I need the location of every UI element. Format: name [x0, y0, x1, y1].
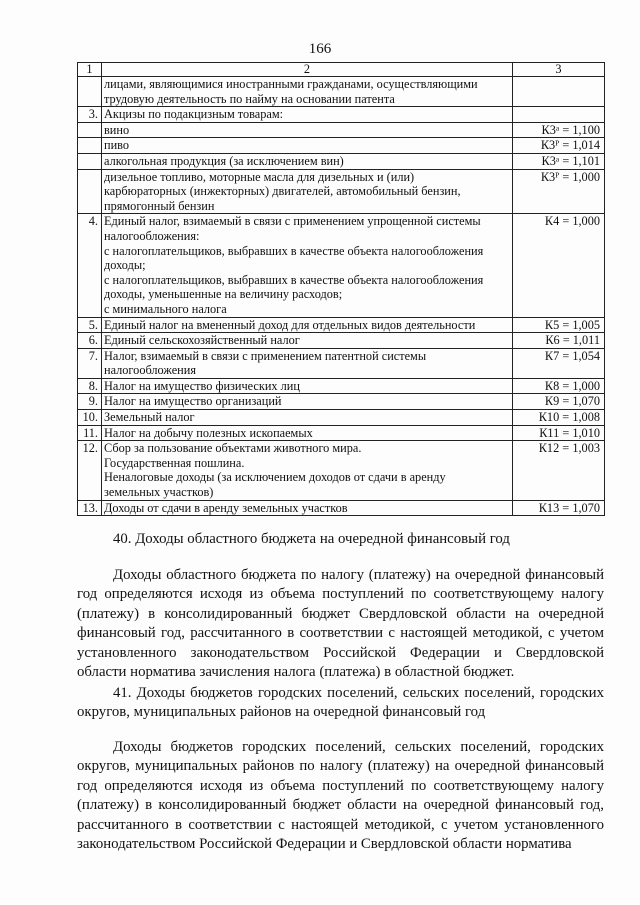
header-col-3: 3 [513, 63, 605, 77]
row-number [78, 77, 102, 107]
table-row [78, 441, 605, 500]
row-description-line: налогообложения [104, 363, 197, 378]
row-number: 13. [78, 500, 102, 516]
table-row [78, 348, 605, 378]
row-description-line: пиво [104, 138, 130, 153]
row-description [102, 169, 513, 214]
section-41-title: 41. Доходы бюджетов городских поселений, сельских поселений, городских округов, муниципальных районов на очередной финансовый год [77, 685, 604, 721]
table-body [78, 77, 605, 516]
page-number: 166 [308, 41, 332, 57]
row-coefficient: К3ᴾ = 1,000 [513, 169, 605, 214]
row-coefficient: К3ᵃ = 1,101 [513, 153, 605, 169]
row-number: 3. [78, 107, 102, 123]
row-number: 7. [78, 348, 102, 378]
row-coefficient [513, 107, 605, 123]
row-coefficient: К11 = 1,010 [513, 425, 605, 441]
header-col-1: 1 [78, 63, 102, 77]
row-description [102, 348, 513, 378]
row-description-line: вино [104, 122, 130, 137]
row-coefficient: К4 = 1,000 [513, 214, 605, 317]
row-description-line: прямогонный бензин [104, 198, 215, 213]
row-coefficient: К3ᴾ = 1,014 [513, 138, 605, 154]
row-coefficient: К6 = 1,011 [513, 333, 605, 349]
row-description-line: Налог на имущество физических лиц [104, 378, 300, 393]
table-row [78, 138, 605, 154]
table-header-row [78, 63, 605, 77]
row-description-line: доходы; [104, 258, 146, 273]
row-coefficient: К10 = 1,008 [513, 410, 605, 426]
table-row [78, 77, 605, 107]
row-coefficient: К12 = 1,003 [513, 441, 605, 500]
coefficients-table [77, 62, 605, 516]
row-description-line: Акцизы по подакцизным товарам: [104, 107, 284, 122]
table-row [78, 394, 605, 410]
row-number: 5. [78, 317, 102, 333]
row-coefficient: К7 = 1,054 [513, 348, 605, 378]
table-row [78, 500, 605, 516]
table-row [78, 378, 605, 394]
table-row [78, 317, 605, 333]
row-description [102, 107, 513, 123]
table-row [78, 333, 605, 349]
row-description [102, 333, 513, 349]
table-row [78, 122, 605, 138]
row-coefficient: К3ᵃ = 1,100 [513, 122, 605, 138]
row-description-line: карбюраторных (инжекторных) двигателей, автомобильный бензин, [104, 184, 461, 199]
row-description-line: трудовую деятельность по найму на основании патента [104, 91, 395, 106]
row-description [102, 138, 513, 154]
row-description-line: с налогоплательщиков, выбравших в качестве объекта налогообложения [104, 272, 484, 287]
row-number: 4. [78, 214, 102, 317]
row-coefficient: К8 = 1,000 [513, 378, 605, 394]
row-description-line: Единый налог, взимаемый в связи с применением упрощенной системы [104, 214, 481, 229]
row-description-line: Земельный налог [104, 410, 195, 425]
row-description [102, 122, 513, 138]
row-coefficient [513, 77, 605, 107]
table-row [78, 107, 605, 123]
row-description-line: Сбор за пользование объектами животного мира. [104, 441, 362, 456]
row-description [102, 153, 513, 169]
row-number: 11. [78, 425, 102, 441]
table-row [78, 214, 605, 317]
row-description-line: с минимального налога [104, 301, 227, 316]
row-number [78, 122, 102, 138]
section-40-title: 40. Доходы областного бюджета на очередной финансовый год [113, 531, 510, 547]
row-description-line: доходы, уменьшенные на величину расходов; [104, 287, 343, 302]
row-coefficient: К9 = 1,070 [513, 394, 605, 410]
header-col-2: 2 [102, 63, 513, 77]
table-row [78, 425, 605, 441]
row-number [78, 153, 102, 169]
table-row [78, 169, 605, 214]
row-description-line: Неналоговые доходы (за исключением доходов от сдачи в аренду [104, 470, 446, 485]
row-description [102, 394, 513, 410]
row-coefficient: К5 = 1,005 [513, 317, 605, 333]
row-description-line: Государственная пошлина. [104, 455, 245, 470]
row-description [102, 317, 513, 333]
row-number [78, 169, 102, 214]
row-description [102, 500, 513, 516]
row-description-line: Налог, взимаемый в связи с применением патентной системы [104, 348, 427, 363]
row-description-line: дизельное топливо, моторные масла для дизельных и (или) [104, 169, 415, 184]
section-41-text: Доходы бюджетов городских поселений, сельских поселений, городских округов, муниципальных районов по налогу (платежу) на очередной финансовый год определяются исходя из объема поступлений по соответствующему налогу (платежу) в консолидированный бюджет области на очередной финансовый год, рассчитанного в соответствии с настоящей методикой, с учетом установленного законодательством Российской Федерации и Свердловской области норматива [77, 739, 604, 853]
row-description-line: Налог на имущество организаций [104, 394, 282, 409]
row-description-line: алкогольная продукция (за исключением вин) [104, 153, 344, 168]
row-description [102, 77, 513, 107]
row-number: 12. [78, 441, 102, 500]
row-number: 9. [78, 394, 102, 410]
row-coefficient: К13 = 1,070 [513, 500, 605, 516]
row-description [102, 441, 513, 500]
row-description-line: земельных участков) [104, 485, 214, 500]
row-number [78, 138, 102, 154]
row-description-line: лицами, являющимися иностранными гражданами, осуществляющими [104, 77, 478, 91]
row-number: 6. [78, 333, 102, 349]
row-description-line: Единый сельскохозяйственный налог [104, 333, 300, 348]
table-row [78, 153, 605, 169]
section-40-text: Доходы областного бюджета по налогу (платежу) на очередной финансовый год определяются исходя из объема поступлений по соответствующему налогу (платежу) в консолидированный бюджет Свердловской области на очередной финансовый год, рассчитанного в соответствии с настоящей методикой, с учетом установленного законодательством Российской Федерации и Свердловской области норматива зачисления налога (платежа) в областной бюджет. [77, 567, 604, 681]
table-row [78, 410, 605, 426]
row-description [102, 214, 513, 317]
row-description-line: Налог на добычу полезных ископаемых [104, 425, 313, 440]
row-description [102, 410, 513, 426]
row-description-line: с налогоплательщиков, выбравших в качестве объекта налогообложения [104, 243, 484, 258]
row-description [102, 378, 513, 394]
row-description [102, 425, 513, 441]
row-number: 8. [78, 378, 102, 394]
row-description-line: Доходы от сдачи в аренду земельных участков [104, 500, 348, 515]
row-description-line: налогообложения: [104, 228, 200, 243]
row-number: 10. [78, 410, 102, 426]
row-description-line: Единый налог на вмененный доход для отдельных видов деятельности [104, 317, 476, 332]
